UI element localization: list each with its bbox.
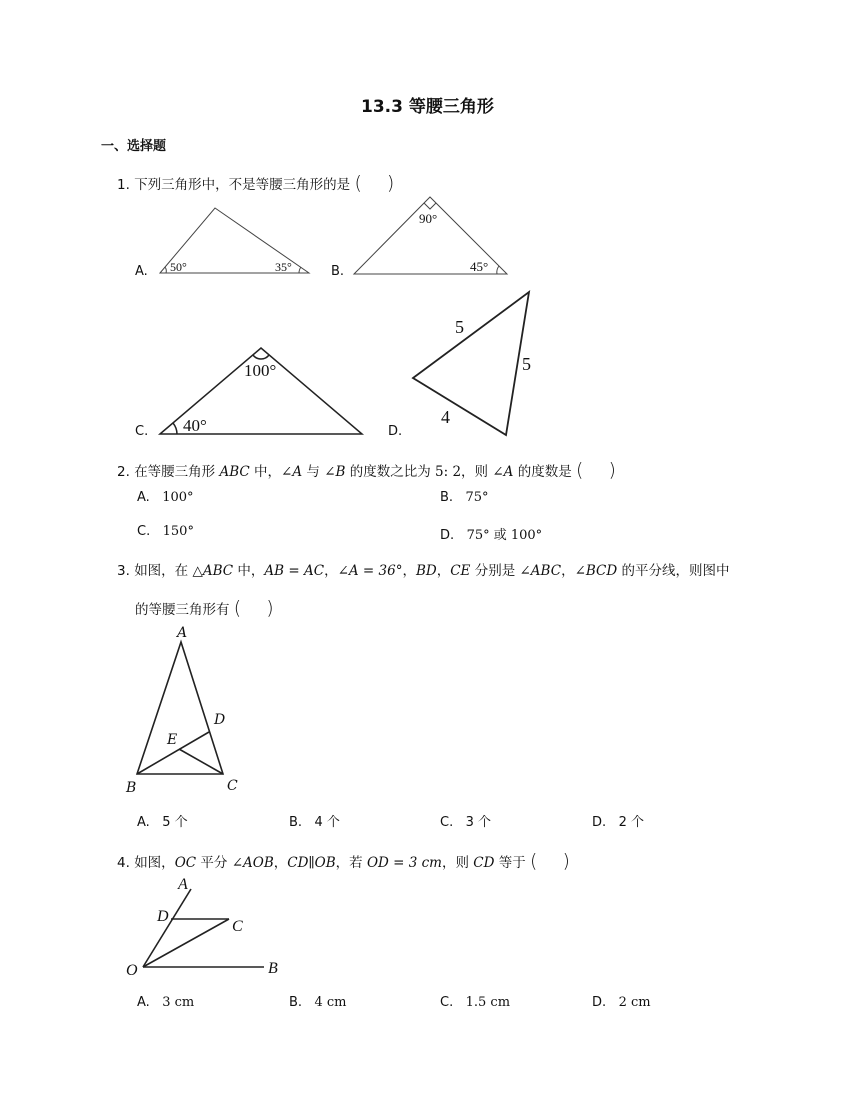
q2-math-1: ABC xyxy=(219,464,250,480)
q4-label-o: O xyxy=(126,962,138,979)
answer-bracket: ( ) xyxy=(530,850,570,872)
option-value: 150° xyxy=(162,524,194,539)
option-value: 1.5 cm xyxy=(465,995,511,1010)
q2-text-5: ，则 xyxy=(461,464,489,480)
q2-option-d[interactable] xyxy=(440,524,542,543)
q4-math-5: CD xyxy=(473,855,495,871)
q4-label-d: D xyxy=(157,908,169,925)
q3-math-2: AB = AC xyxy=(264,563,325,579)
option-label: A. xyxy=(137,995,150,1010)
q3-math-6: ∠ABC xyxy=(519,563,562,579)
q3-math-7: ∠BCD xyxy=(574,563,618,579)
q3-option-b[interactable] xyxy=(289,811,340,830)
q3-text-6: 分别是 xyxy=(474,563,516,579)
q2-text-4: 的度数之比为 xyxy=(349,464,431,480)
q1d-side-lower: 4 xyxy=(441,407,450,427)
q4-math-4: OD = 3 cm xyxy=(366,855,442,871)
q4-text-5: ，则 xyxy=(441,855,469,871)
q1a-angle-left: 50° xyxy=(170,260,187,274)
answer-bracket: ( ) xyxy=(354,172,395,194)
q3-option-d[interactable] xyxy=(592,811,644,830)
option-label: A. xyxy=(137,815,150,830)
q1b-angle-right: 45° xyxy=(470,259,489,274)
answer-bracket: ( ) xyxy=(233,597,274,619)
q2-text-6: 的度数是 xyxy=(517,464,572,480)
q1-label-a: A. xyxy=(135,264,148,279)
q4-option-d[interactable] xyxy=(592,995,651,1010)
q3-text-5: ， xyxy=(436,563,451,579)
option-label: C. xyxy=(137,524,151,539)
option-label: D. xyxy=(440,528,455,543)
q4-figure xyxy=(143,889,264,967)
question-number: 3. xyxy=(117,563,130,579)
q4-math-3: CD∥OB xyxy=(287,855,336,871)
q2-text-3: 与 xyxy=(306,464,320,480)
option-value: 4 cm xyxy=(314,995,347,1010)
q1-figure-d xyxy=(413,292,529,435)
q1d-side-right: 5 xyxy=(522,354,531,374)
question-number: 2. xyxy=(117,464,130,480)
question-3 xyxy=(117,559,730,579)
question-text: 下列三角形中，不是等腰三角形的是 xyxy=(134,177,351,193)
q4-text-4: ，若 xyxy=(335,855,363,871)
q3-line2-text: 的等腰三角形有 xyxy=(135,602,230,618)
option-label: A. xyxy=(137,490,150,505)
option-value: 3 cm xyxy=(162,995,195,1010)
q1d-side-upper: 5 xyxy=(455,317,464,337)
question-2 xyxy=(117,455,616,482)
q3-text-1: 如图，在 xyxy=(134,563,189,579)
q1-label-d: D. xyxy=(388,424,403,439)
option-label: C. xyxy=(440,995,454,1010)
q1-label-b: B. xyxy=(331,264,345,279)
q2-math-2: ∠A xyxy=(281,464,303,480)
q1c-angle-top: 100° xyxy=(244,361,277,380)
q2-text-1: 在等腰三角形 xyxy=(134,464,216,480)
section-heading: 一、选择题 xyxy=(101,139,167,154)
q4-option-b[interactable] xyxy=(289,995,346,1010)
question-3-line-2 xyxy=(135,593,274,620)
q3-label-e: E xyxy=(167,732,178,748)
option-label: B. xyxy=(289,995,303,1010)
option-value: 100° xyxy=(162,490,194,505)
option-label: D. xyxy=(592,995,607,1010)
q1-label-c: C. xyxy=(135,424,149,439)
q4-text-6: 等于 xyxy=(498,855,526,871)
q3-label-c: C xyxy=(227,778,238,794)
option-value: 2 cm xyxy=(618,995,651,1010)
q2-text-2: 中， xyxy=(254,464,282,480)
option-value: 3 个 xyxy=(465,815,492,830)
q4-math-2: ∠AOB xyxy=(231,855,274,871)
q4-label-a: A xyxy=(178,876,188,893)
q2-option-c[interactable] xyxy=(137,524,194,539)
q3-math-1: △ABC xyxy=(192,563,234,579)
q4-option-a[interactable] xyxy=(137,995,194,1010)
question-number: 1. xyxy=(117,177,130,193)
option-value: 5 个 xyxy=(162,815,188,830)
q4-text-3: ， xyxy=(273,855,288,871)
q3-math-3: ∠A = 36° xyxy=(337,563,403,579)
q4-text-1: 如图， xyxy=(134,855,175,871)
q2-math-3: ∠B xyxy=(324,464,346,480)
q3-label-a: A xyxy=(177,625,188,641)
q2-math-4: 5: 2 xyxy=(435,464,462,480)
q3-math-4: BD xyxy=(415,563,437,579)
q1a-angle-right: 35° xyxy=(275,260,292,274)
q4-math-1: OC xyxy=(174,855,197,871)
page-title: 13.3 等腰三角形 xyxy=(361,97,494,117)
q4-label-b: B xyxy=(268,960,278,977)
option-label: B. xyxy=(289,815,303,830)
q2-option-a[interactable] xyxy=(137,490,194,505)
answer-bracket: ( ) xyxy=(576,459,616,481)
option-value: 75° xyxy=(465,490,489,505)
q1c-angle-left: 40° xyxy=(183,416,207,435)
q3-math-5: CE xyxy=(450,563,471,579)
q1b-angle-top: 90° xyxy=(419,211,438,226)
option-label: C. xyxy=(440,815,454,830)
question-4 xyxy=(117,846,570,873)
q3-text-2: 中， xyxy=(237,563,265,579)
option-value: 2 个 xyxy=(618,815,644,830)
q3-text-8: 的平分线，则图中 xyxy=(621,563,730,579)
q4-label-c: C xyxy=(232,918,243,935)
option-label: D. xyxy=(592,815,607,830)
q3-option-c[interactable] xyxy=(440,811,491,830)
q2-math-5: ∠A xyxy=(492,464,514,480)
q3-label-d: D xyxy=(214,712,226,728)
q3-label-b: B xyxy=(126,780,137,796)
q2-option-b[interactable] xyxy=(440,490,489,505)
q3-text-4: ， xyxy=(402,563,416,579)
q4-option-c[interactable] xyxy=(440,995,510,1010)
q3-text-3: ， xyxy=(324,563,338,579)
option-label: B. xyxy=(440,490,454,505)
q4-text-2: 平分 xyxy=(200,855,228,871)
q3-text-7: ， xyxy=(561,563,575,579)
q3-figure xyxy=(137,642,226,774)
option-value: 75° 或 100° xyxy=(466,528,543,543)
q3-option-a[interactable] xyxy=(137,811,188,830)
question-number: 4. xyxy=(117,855,130,871)
option-value: 4 个 xyxy=(314,815,340,830)
